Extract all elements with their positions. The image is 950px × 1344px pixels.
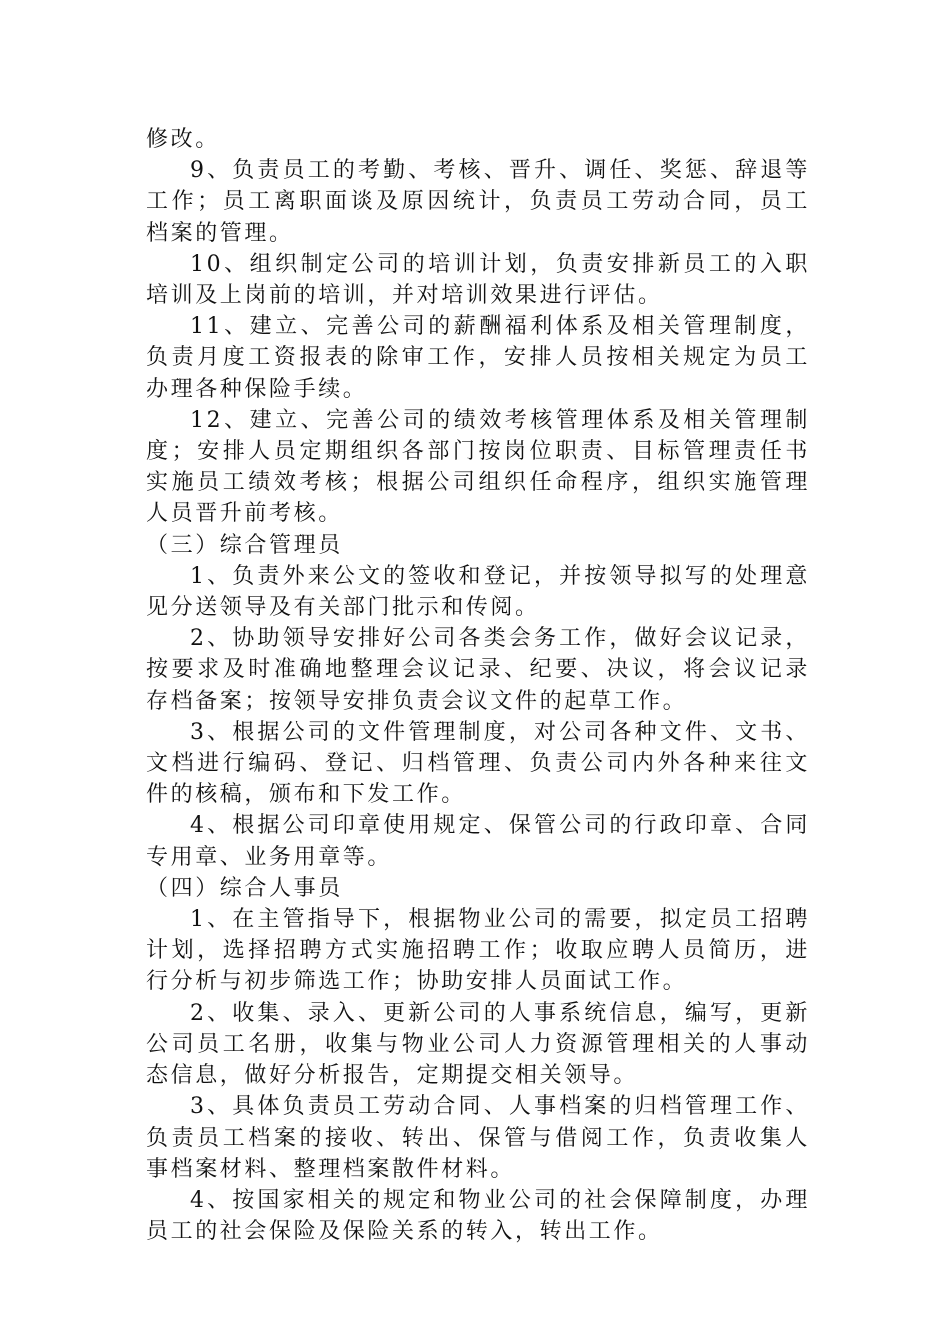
list-item-4: 4、根据公司印章使用规定、保管公司的行政印章、合同专用章、业务用章等。 [146,813,810,870]
document-page [146,124,810,1247]
list-item-4: 4、按国家相关的规定和物业公司的社会保障制度，办理员工的社会保险及保险关系的转入，转出工作。 [146,1187,810,1245]
list-item-2: 2、收集、录入、更新公司的人事系统信息，编写，更新公司员工名册，收集与物业公司人力资源管理相关的人事动态信息，做好分析报告，定期提交相关领导。 [146,1000,810,1089]
list-item-3: 3、具体负责员工劳动合同、人事档案的归档管理工作、负责员工档案的接收、转出、保管与借阅工作，负责收集人事档案材料、整理档案散件材料。 [146,1094,810,1182]
list-item-2: 2、协助领导安排好公司各类会务工作，做好会议记录，按要求及时准确地整理会议记录、纪要、决议，将会议记录存档备案；按领导安排负责会议文件的起草工作。 [146,626,810,714]
list-item-1: 1、负责外来公文的签收和登记，并按领导拟写的处理意见分送领导及有关部门批示和传阅。 [146,563,810,621]
section-heading-3: （三）综合管理员 [146,532,343,558]
list-item-3: 3、根据公司的文件管理制度，对公司各种文件、文书、文档进行编码、登记、归档管理、负责公司内外各种来往文件的核稿，颁布和下发工作。 [146,719,810,808]
section-heading-4: （四）综合人事员 [146,875,343,901]
list-item-9: 9、负责员工的考勤、考核、晋升、调任、奖惩、辞退等工作；员工离职面谈及原因统计，负责员工劳动合同，员工档案的管理。 [146,158,810,246]
list-item-11: 11、建立、完善公司的薪酬福利体系及相关管理制度，负责月度工资报表的除审工作，安排人员按相关规定为员工办理各种保险手续。 [146,314,810,402]
paragraph-continuation: 修改。 [146,127,220,152]
list-item-12: 12、建立、完善公司的绩效考核管理体系及相关管理制度；安排人员定期组织各部门按岗位职责、目标管理责任书实施员工绩效考核；根据公司组织任命程序，组织实施管理人员晋升前考核。 [146,407,810,527]
list-item-1: 1、在主管指导下，根据物业公司的需要，拟定员工招聘计划，选择招聘方式实施招聘工作；收取应聘人员简历，进行分析与初步筛选工作；协助安排人员面试工作。 [146,907,810,995]
list-item-10: 10、组织制定公司的培训计划，负责安排新员工的入职培训及上岗前的培训，并对培训效果进行评估。 [146,251,810,309]
